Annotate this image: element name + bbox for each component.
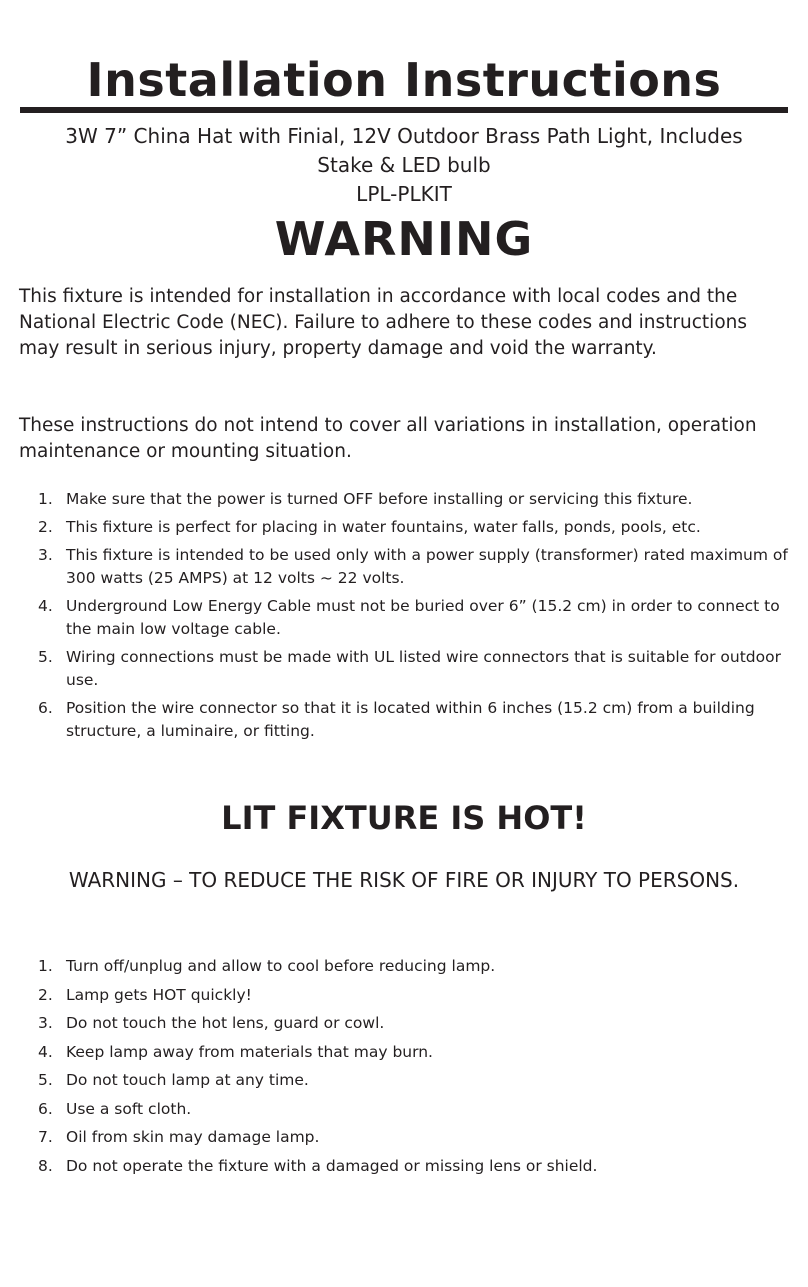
list-item-text: Turn off/unplug and allow to cool before reducing lamp. bbox=[66, 957, 496, 975]
coverage-paragraph: These instructions do not intend to cover all variations in installation, operation maintenance or mounting situation. bbox=[19, 415, 757, 462]
list-item-text: Use a soft cloth. bbox=[66, 1099, 192, 1118]
list-item-text: Wiring connections must be made with UL listed wire connectors that is suitable for outdoor use. bbox=[66, 648, 781, 689]
list-item-text: Oil from skin may damage lamp. bbox=[66, 1128, 320, 1146]
list-item-number: 7. bbox=[38, 1128, 53, 1146]
list-item-text: Lamp gets HOT quickly! bbox=[66, 985, 252, 1004]
list-item-number: 4. bbox=[38, 597, 53, 615]
model-number: LPL-PLKIT bbox=[356, 182, 452, 206]
list-item-number: 5. bbox=[38, 648, 53, 666]
subtitle-line: 3W 7” China Hat with Finial, 12V Outdoor Brass Path Light, Includes bbox=[65, 124, 743, 148]
list-item bbox=[38, 981, 798, 1010]
list-item-text: Do not touch the hot lens, guard or cowl. bbox=[66, 1014, 385, 1032]
list-item-number: 1. bbox=[38, 957, 53, 975]
hot-fixture-heading: LIT FIXTURE IS HOT! bbox=[221, 799, 587, 837]
list-item bbox=[38, 1009, 798, 1038]
list-item-text: This fixture is intended to be used only with a power supply (transformer) rated maximum of 300 watts (25 AMPS) at 12 volts ~ 22 volts. bbox=[66, 546, 788, 587]
list-item bbox=[38, 1123, 798, 1152]
list-item-number: 3. bbox=[38, 546, 53, 564]
hot-steps-list bbox=[38, 952, 798, 1180]
list-item bbox=[38, 544, 798, 590]
list-item bbox=[38, 697, 798, 743]
list-item bbox=[38, 1095, 798, 1124]
list-item-number: 3. bbox=[38, 1014, 53, 1032]
list-item bbox=[38, 595, 798, 641]
title-divider bbox=[20, 107, 788, 113]
list-item-text: Do not touch lamp at any time. bbox=[66, 1071, 309, 1089]
list-item-number: 5. bbox=[38, 1071, 53, 1089]
list-item-number: 8. bbox=[38, 1156, 53, 1175]
list-item-text: Make sure that the power is turned OFF before installing or servicing this fixture. bbox=[66, 490, 693, 508]
list-item-text: This fixture is perfect for placing in water fountains, water falls, ponds, pools, etc. bbox=[66, 518, 701, 536]
list-item bbox=[38, 1038, 798, 1067]
list-item-number: 6. bbox=[38, 1099, 53, 1118]
list-item-number: 4. bbox=[38, 1042, 53, 1061]
list-item bbox=[38, 488, 798, 511]
list-item-text: Keep lamp away from materials that may burn. bbox=[66, 1042, 433, 1061]
page-title: Installation Instructions bbox=[86, 53, 722, 107]
codes-paragraph: This fixture is intended for installation in accordance with local codes and the National Electric Code (NEC). Failure to adhere to these codes and instructions may result in serious injury, property damage and void the warranty. bbox=[19, 286, 748, 359]
warning-heading: WARNING bbox=[274, 212, 534, 266]
list-item-text: Do not operate the fixture with a damaged or missing lens or shield. bbox=[66, 1156, 598, 1175]
subtitle-line: Stake & LED bulb bbox=[317, 153, 491, 177]
install-steps-list bbox=[38, 488, 798, 748]
list-item bbox=[38, 646, 798, 692]
list-item bbox=[38, 952, 798, 981]
list-item bbox=[38, 516, 798, 539]
list-item-text: Underground Low Energy Cable must not be buried over 6” (15.2 cm) in order to connect to the main low voltage cable. bbox=[66, 597, 780, 638]
risk-warning: WARNING – TO REDUCE THE RISK OF FIRE OR INJURY TO PERSONS. bbox=[68, 868, 740, 892]
list-item bbox=[38, 1066, 798, 1095]
list-item-number: 6. bbox=[38, 699, 53, 717]
list-item-number: 2. bbox=[38, 518, 53, 536]
list-item-text: Position the wire connector so that it is located within 6 inches (15.2 cm) from a building structure, a luminaire, or fitting. bbox=[66, 699, 755, 740]
list-item-number: 2. bbox=[38, 985, 53, 1004]
product-subtitle bbox=[20, 122, 788, 209]
list-item-number: 1. bbox=[38, 490, 53, 508]
list-item bbox=[38, 1152, 798, 1181]
